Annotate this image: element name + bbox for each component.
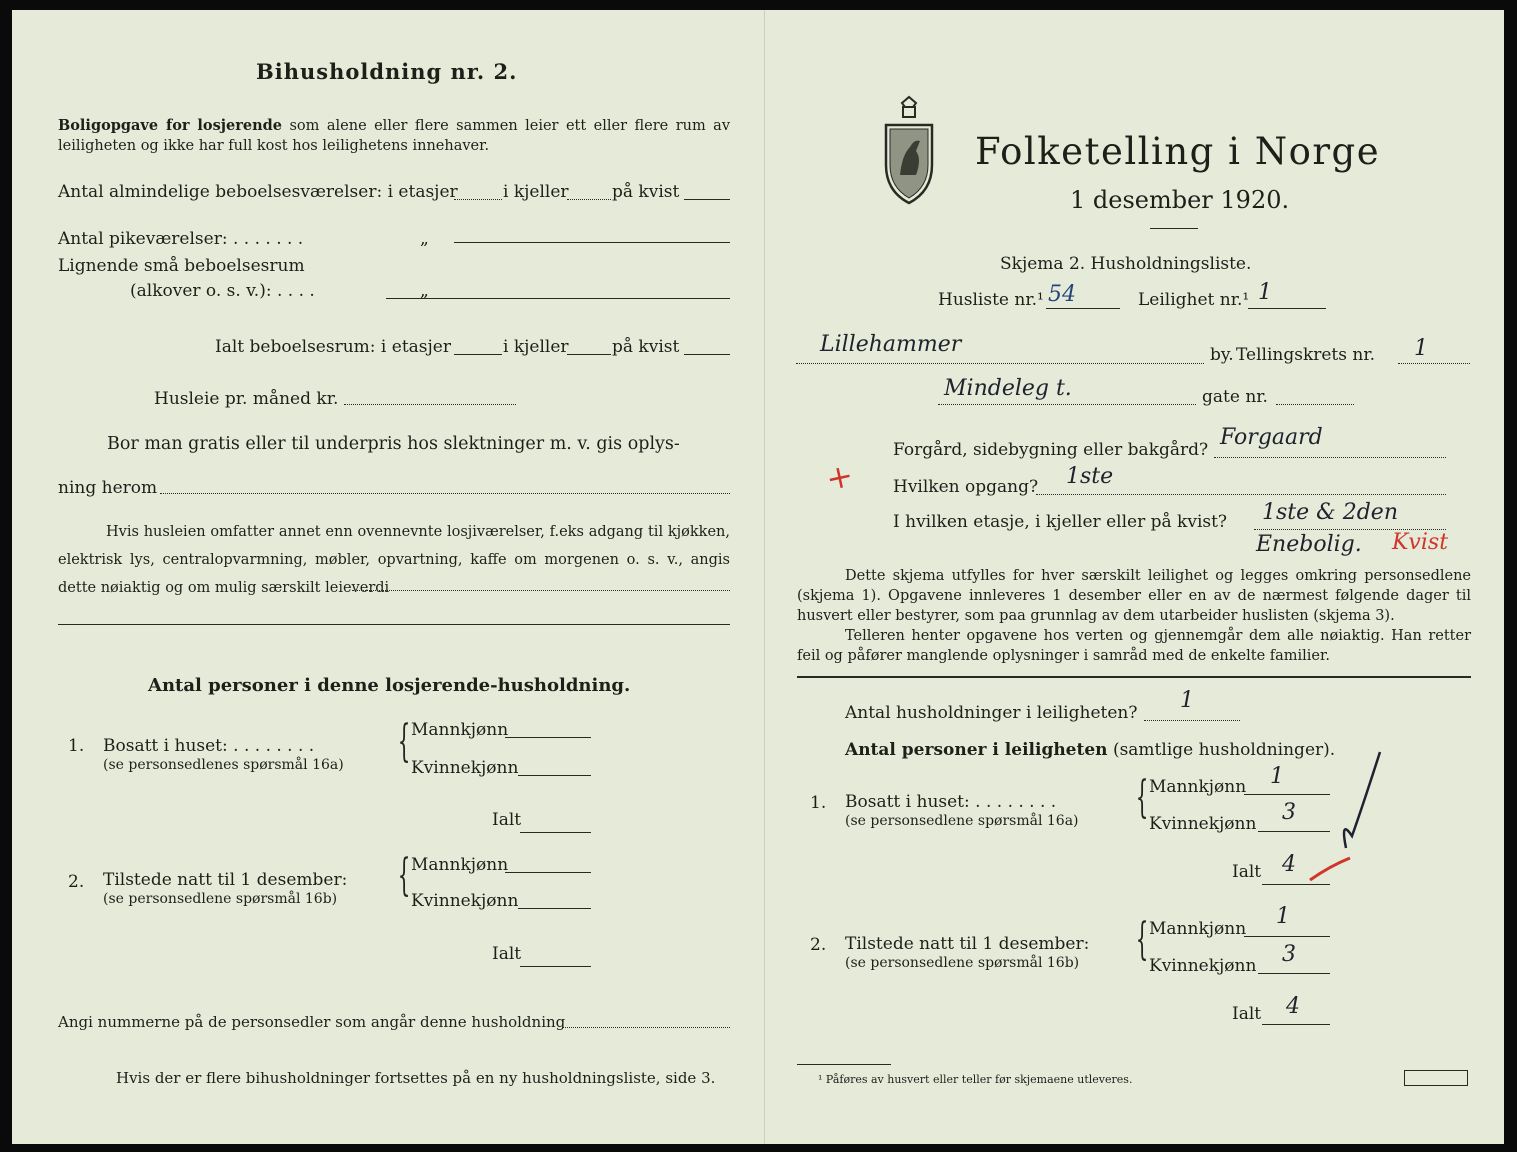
- brace: {: [397, 850, 411, 901]
- angi-field[interactable]: [562, 1027, 730, 1028]
- left-q1-mann-field[interactable]: [505, 737, 591, 738]
- angi-label: Angi nummerne på de personsedler som angår denne husholdning: [58, 1013, 566, 1031]
- norway-coat-of-arms-icon: [880, 95, 938, 207]
- right-q2-mann-value: 1: [1276, 904, 1290, 929]
- printer-stamp: [1404, 1070, 1468, 1086]
- krets-label: Tellingskrets nr.: [1236, 345, 1376, 365]
- right-q1-kvinne-value: 3: [1282, 800, 1296, 825]
- etasje-red-note: Kvist: [1392, 530, 1449, 555]
- rooms-total-kjeller-field[interactable]: [567, 354, 611, 355]
- leieverdi-field-2[interactable]: [58, 624, 730, 625]
- left-note: Hvis husleien omfatter annet enn ovennevnte losjiværelser, f.eks adgang til kjøkken, elektrisk lys, centralopvarmning, møbler, opvartning, kaffe om morgenen o. s. v., angis dette nøiaktig og om mulig særskilt leieverdi: [58, 524, 730, 596]
- left-persons-title: Antal personer i denne losjerende-husholdning.: [148, 675, 631, 696]
- rooms-maid-field[interactable]: [454, 242, 730, 243]
- left-intro-bold: Boligopgave for losjerende: [58, 117, 283, 134]
- right-q1-kvinne-label: Kvinnekjønn: [1149, 814, 1257, 834]
- left-q1-kvinne-label: Kvinnekjønn: [411, 758, 519, 778]
- right-q1-sub: (se personsedlene spørsmål 16a): [845, 813, 1079, 829]
- left-q1-sub: (se personsedlenes spørsmål 16a): [103, 757, 344, 773]
- leilighet-label: Leilighet nr.¹: [1138, 290, 1250, 310]
- rent-field[interactable]: [344, 404, 516, 405]
- right-q1-number: 1.: [810, 793, 827, 813]
- left-q2-mann-label: Mannkjønn: [411, 855, 509, 875]
- rooms-ordinary-kvist-field[interactable]: [684, 199, 730, 200]
- krets-value: 1: [1414, 336, 1428, 361]
- left-title: Bihusholdning nr. 2.: [256, 59, 518, 84]
- left-q1-label: Bosatt i huset: . . . . . . . .: [103, 736, 315, 756]
- right-q2-kvinne-value: 3: [1282, 942, 1296, 967]
- opgang-value: 1ste: [1066, 464, 1114, 489]
- right-q2-ialt-label: Ialt: [1232, 1004, 1262, 1024]
- gratis-field[interactable]: [160, 493, 730, 494]
- town-field[interactable]: [796, 363, 1204, 364]
- footnote: ¹ Påføres av husvert eller teller før skjemaene utleveres.: [818, 1073, 1133, 1086]
- left-q1-number: 1.: [68, 736, 85, 756]
- right-q2-kvinne-field[interactable]: [1258, 973, 1330, 974]
- rooms-label-small-b: (alkover o. s. v.): . . . .: [130, 281, 315, 301]
- antal-hush-field[interactable]: [1144, 720, 1240, 721]
- ditto-mark: „: [420, 281, 429, 301]
- leilighet-field[interactable]: [1248, 308, 1326, 309]
- brace: {: [1135, 772, 1149, 823]
- gratis-line-2: ning herom: [58, 478, 158, 498]
- rooms-total-etasjer-field[interactable]: [454, 354, 502, 355]
- husliste-value: 54: [1048, 282, 1076, 307]
- schema-label: Skjema 2. Husholdningsliste.: [1000, 254, 1252, 274]
- rooms-kjeller-label: i kjeller: [503, 337, 569, 357]
- left-q2-mann-field[interactable]: [505, 872, 591, 873]
- right-persons-title-bold: Antal personer i leiligheten: [845, 740, 1108, 760]
- right-q2-number: 2.: [810, 935, 827, 955]
- right-q2-label: Tilstede natt til 1 desember:: [845, 934, 1090, 954]
- husliste-field[interactable]: [1046, 308, 1120, 309]
- right-q2-mann-field[interactable]: [1244, 936, 1330, 937]
- left-q2-number: 2.: [68, 872, 85, 892]
- right-q2-sub: (se personsedlene spørsmål 16b): [845, 955, 1080, 971]
- leilighet-value: 1: [1258, 280, 1272, 305]
- census-date: 1 desember 1920.: [1070, 186, 1290, 214]
- rooms-ordinary-kjeller-field[interactable]: [567, 199, 611, 200]
- left-q2-ialt-field[interactable]: [520, 966, 591, 967]
- rooms-ordinary-etasjer-field[interactable]: [454, 199, 502, 200]
- antal-hush-value: 1: [1180, 688, 1194, 713]
- margin-mark: +: [822, 455, 857, 499]
- town-value: Lillehammer: [820, 332, 962, 357]
- left-q2-kvinne-label: Kvinnekjønn: [411, 891, 519, 911]
- right-q1-ialt-value: 4: [1282, 852, 1296, 877]
- street-field[interactable]: [938, 404, 1196, 405]
- left-q2-kvinne-field[interactable]: [518, 908, 591, 909]
- tally-check-mark-icon: [1290, 748, 1400, 898]
- right-persons-title-sub: (samtlige husholdninger).: [1112, 740, 1336, 760]
- right-title: Folketelling i Norge: [975, 130, 1381, 173]
- rooms-total-label: Ialt beboelsesrum: i etasjer: [215, 337, 451, 357]
- section-divider: [797, 676, 1471, 678]
- right-q1-ialt-label: Ialt: [1232, 862, 1262, 882]
- right-q2-ialt-value: 4: [1286, 994, 1300, 1019]
- left-intro-rest: som alene eller flere sammen leier ett eller flere rum av leiligheten og ikke har full kost hos leilighetens innehaver.: [58, 118, 731, 154]
- instructions-2: Telleren henter opgavene hos verten og gjennemgår dem alle nøiaktig. Han retter feil og påfører manglende oplysninger i samråd med de enkelte familier.: [797, 628, 1471, 664]
- forgard-field[interactable]: [1214, 457, 1446, 458]
- right-q2-kvinne-label: Kvinnekjønn: [1149, 956, 1257, 976]
- rooms-kjeller-label: i kjeller: [503, 182, 569, 202]
- right-persons-title: [845, 740, 1335, 760]
- brace: {: [397, 716, 411, 767]
- rooms-label-small-a: Lignende små beboelsesrum: [58, 256, 305, 276]
- krets-field[interactable]: [1398, 363, 1470, 364]
- ditto-mark: „: [420, 229, 429, 249]
- page-fold: [764, 10, 765, 1144]
- left-footer: Hvis der er flere bihusholdninger fortsettes på en ny husholdningsliste, side 3.: [116, 1069, 716, 1087]
- street-value: Mindeleg t.: [944, 376, 1072, 401]
- left-q1-mann-label: Mannkjønn: [411, 720, 509, 740]
- right-q1-mann-label: Mannkjønn: [1149, 777, 1247, 797]
- rooms-label-ordinary: Antal almindelige beboelsesværelser: i etasjer: [58, 182, 458, 202]
- rooms-kvist-label: på kvist: [612, 182, 680, 202]
- right-q2-ialt-field[interactable]: [1262, 1024, 1330, 1025]
- right-q1-label: Bosatt i huset: . . . . . . . .: [845, 792, 1057, 812]
- leieverdi-field[interactable]: [352, 590, 730, 591]
- rooms-small-field[interactable]: [386, 298, 730, 299]
- by-label: by.: [1210, 345, 1234, 365]
- rent-label: Husleie pr. måned kr.: [154, 389, 339, 409]
- left-intro: [58, 116, 730, 156]
- left-q2-sub: (se personsedlene spørsmål 16b): [103, 891, 338, 907]
- left-q1-ialt-field[interactable]: [520, 832, 591, 833]
- instructions-1: Dette skjema utfylles for hver særskilt leilighet og legges omkring personsedlene (skjema 1). Opgavene innleveres 1 desember eller en av de nærmest følgende dager til husvert eller bestyrer, som paa grunnlag av dem utarbeider huslisten (skjema 3).: [797, 568, 1471, 624]
- left-q1-ialt-label: Ialt: [492, 810, 522, 830]
- divider: [1150, 228, 1198, 229]
- left-q2-label: Tilstede natt til 1 desember:: [103, 870, 348, 890]
- etasje-value: 1ste & 2den: [1262, 500, 1398, 525]
- forgard-label: Forgård, sidebygning eller bakgård?: [893, 440, 1209, 460]
- gratis-line-1: Bor man gratis eller til underpris hos slektninger m. v. gis oplys-: [107, 434, 680, 454]
- right-q2-mann-label: Mannkjønn: [1149, 919, 1247, 939]
- antal-hush-label: Antal husholdninger i leiligheten?: [845, 703, 1138, 723]
- brace: {: [1135, 914, 1149, 965]
- gate-nr-field[interactable]: [1276, 404, 1354, 405]
- left-q1-kvinne-field[interactable]: [518, 775, 591, 776]
- gate-label: gate nr.: [1202, 387, 1268, 407]
- etasje-extra: Enebolig.: [1256, 532, 1362, 557]
- etasje-label: I hvilken etasje, i kjeller eller på kvist?: [893, 512, 1228, 532]
- forgard-value: Forgaard: [1220, 425, 1323, 450]
- right-q1-mann-value: 1: [1270, 764, 1284, 789]
- opgang-label: Hvilken opgang?: [893, 477, 1039, 497]
- rooms-total-kvist-field[interactable]: [684, 354, 730, 355]
- rooms-label-maid: Antal pikeværelser: . . . . . . .: [58, 229, 304, 249]
- rooms-kvist-label: på kvist: [612, 337, 680, 357]
- husliste-label: Husliste nr.¹: [938, 290, 1044, 310]
- footnote-divider: [797, 1064, 891, 1065]
- left-q2-ialt-label: Ialt: [492, 944, 522, 964]
- opgang-field[interactable]: [1036, 494, 1446, 495]
